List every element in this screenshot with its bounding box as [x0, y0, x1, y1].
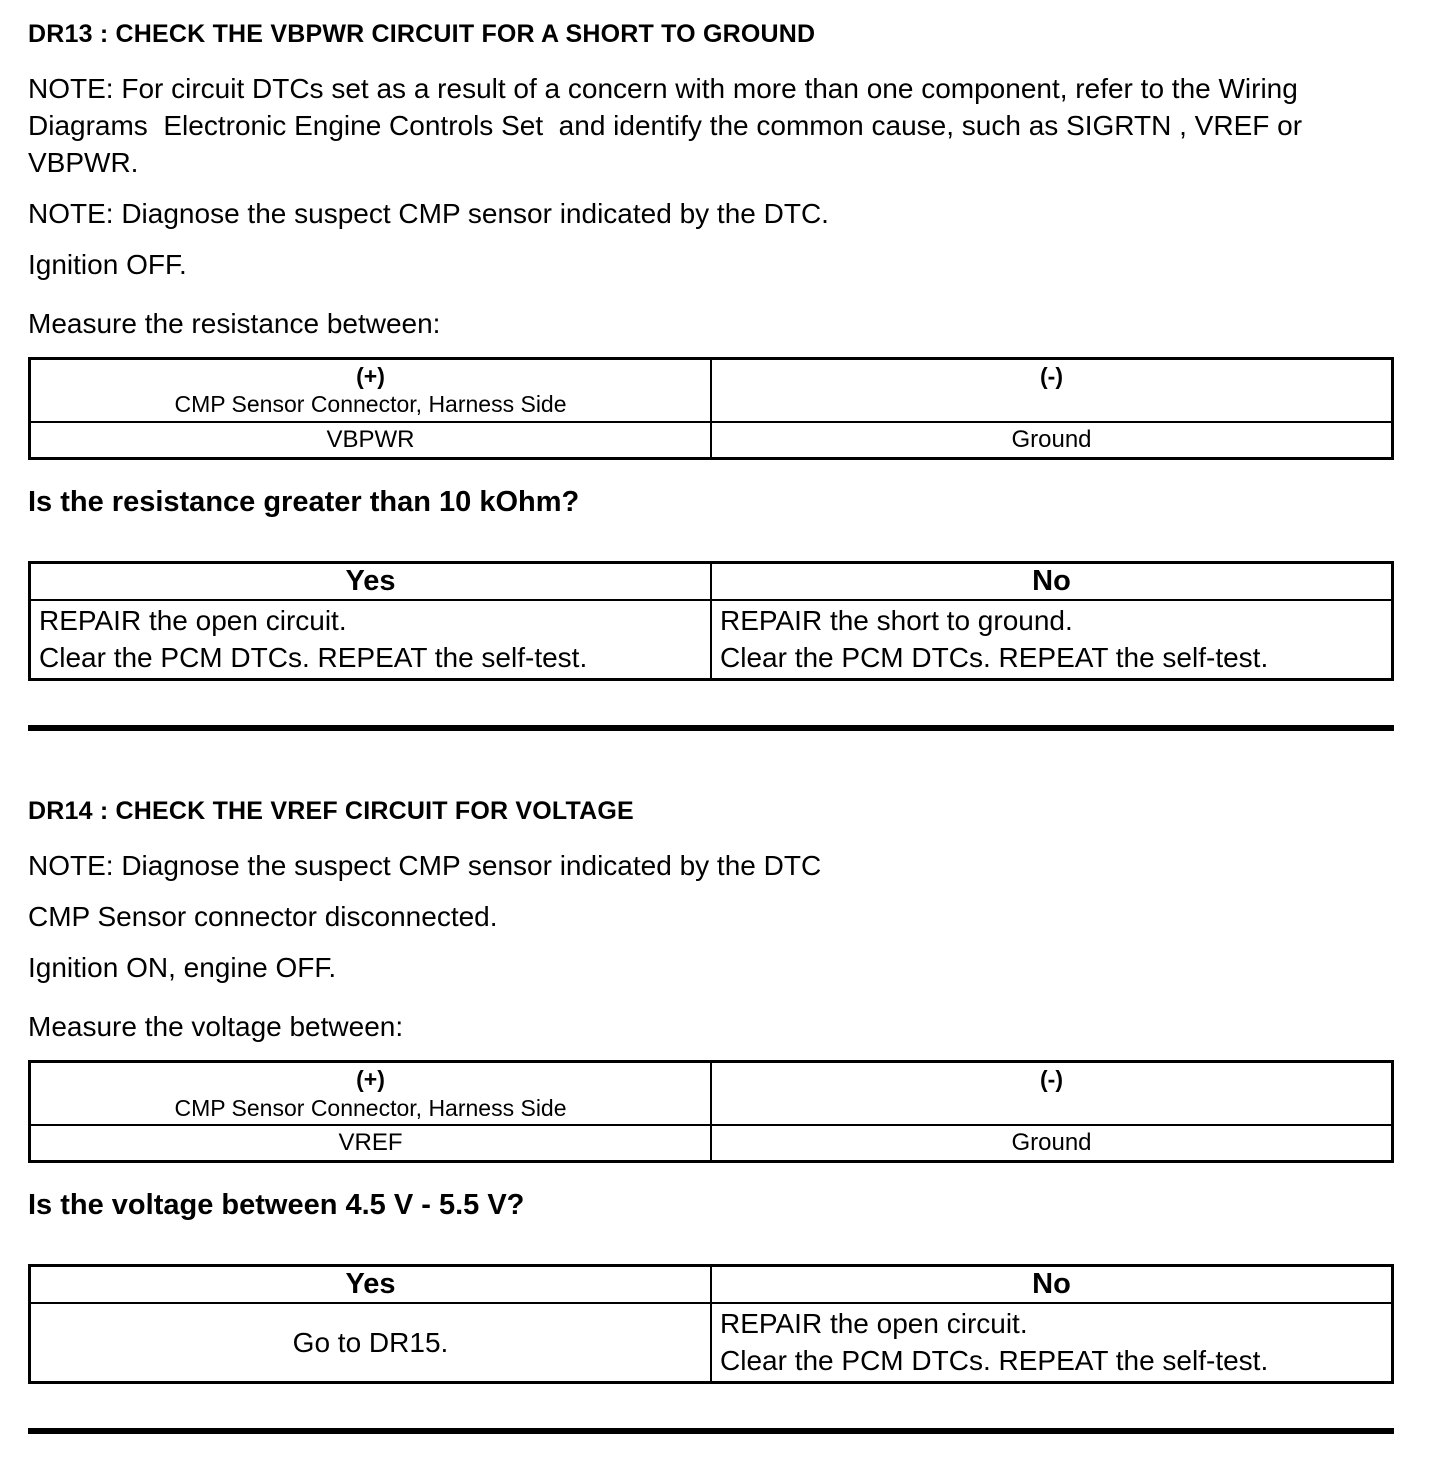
note-paragraph: NOTE: For circuit DTCs set as a result of a concern with more than one component, refer to the Wiring Diagrams Electronic Engine Controls Set and identify the common cause, such as SIGRTN , VREF or VBPWR.: [28, 73, 1310, 178]
yes-action-line: Clear the PCM DTCs. REPEAT the self-test.: [39, 641, 588, 673]
question-text: Is the voltage between 4.5 V - 5.5 V?: [28, 1189, 525, 1222]
plus-description: CMP Sensor Connector, Harness Side: [174, 391, 567, 418]
step-text: Ignition ON, engine OFF.: [28, 951, 337, 983]
result-table-dr14: [28, 1264, 1394, 1384]
yes-action-line: Go to DR15.: [292, 1326, 449, 1358]
plus-value-cell: [30, 422, 712, 459]
no-action-cell: [711, 600, 1393, 679]
minus-value: Ground: [1011, 426, 1092, 454]
yes-action-cell: [30, 1303, 712, 1382]
measurement-table-dr14: [28, 1060, 1394, 1164]
plus-value: VREF: [338, 1129, 403, 1157]
minus-header-cell: [711, 1061, 1393, 1125]
section-title-dr13: DR13 : CHECK THE VBPWR CIRCUIT FOR A SHORT TO GROUND: [28, 20, 816, 48]
step-text: Measure the resistance between:: [28, 307, 441, 339]
section-divider: [28, 725, 1394, 731]
no-header: No: [711, 1266, 1393, 1304]
bottom-divider: [28, 1428, 1394, 1434]
question-text: Is the resistance greater than 10 kOhm?: [28, 486, 580, 519]
step-text: Measure the voltage between:: [28, 1010, 404, 1042]
section-dr14: [28, 797, 1394, 1384]
step-text: Ignition OFF.: [28, 248, 187, 280]
no-action-line: Clear the PCM DTCs. REPEAT the self-test.: [720, 1344, 1269, 1376]
no-action-line: REPAIR the short to ground.: [720, 605, 1073, 637]
yes-header: Yes: [30, 1266, 712, 1304]
plus-description: CMP Sensor Connector, Harness Side: [174, 1094, 567, 1121]
measurement-table-dr13: [28, 357, 1394, 461]
yes-header: Yes: [30, 563, 712, 601]
plus-header-cell: [30, 1061, 712, 1125]
no-action-cell: [711, 1303, 1393, 1382]
minus-value-cell: [711, 422, 1393, 459]
minus-symbol: (-): [1040, 362, 1063, 389]
section-title-dr14: DR14 : CHECK THE VREF CIRCUIT FOR VOLTAGE: [28, 797, 634, 825]
plus-symbol: (+): [356, 362, 385, 389]
plus-value: VBPWR: [326, 426, 415, 454]
minus-value-cell: [711, 1125, 1393, 1162]
yes-action-line: REPAIR the open circuit.: [39, 605, 347, 637]
result-table-dr13: [28, 561, 1394, 681]
section-dr13: [28, 20, 1394, 681]
plus-header-cell: [30, 358, 712, 422]
plus-value-cell: [30, 1125, 712, 1162]
note-paragraph: NOTE: Diagnose the suspect CMP sensor indicated by the DTC: [28, 850, 822, 881]
note-paragraph: NOTE: Diagnose the suspect CMP sensor indicated by the DTC.: [28, 197, 829, 229]
no-header: No: [711, 563, 1393, 601]
minus-header-cell: [711, 358, 1393, 422]
minus-symbol: (-): [1040, 1065, 1063, 1092]
no-action-line: REPAIR the open circuit.: [720, 1308, 1028, 1340]
step-text: CMP Sensor connector disconnected.: [28, 900, 498, 932]
yes-action-cell: [30, 600, 712, 679]
minus-value: Ground: [1011, 1129, 1092, 1157]
no-action-line: Clear the PCM DTCs. REPEAT the self-test.: [720, 641, 1269, 673]
plus-symbol: (+): [356, 1065, 385, 1092]
